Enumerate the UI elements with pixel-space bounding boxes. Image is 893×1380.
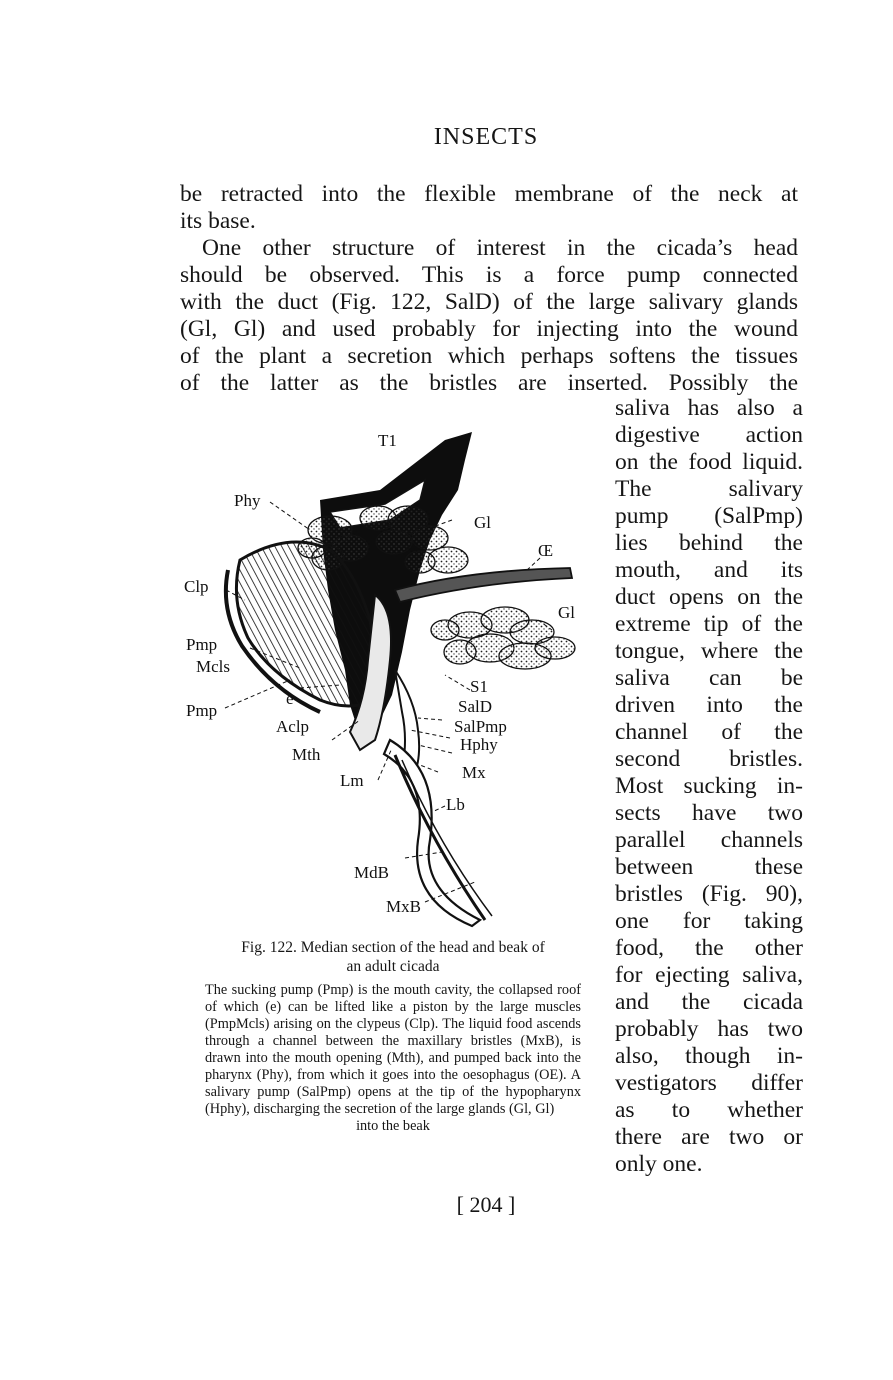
- side-line: digestive action: [615, 422, 803, 448]
- side-line: tongue, where the: [615, 638, 803, 664]
- side-line: driven into the: [615, 692, 803, 718]
- label-s1: S1: [470, 677, 488, 696]
- label-gl-right: Gl: [558, 603, 575, 622]
- side-line: channel of the: [615, 719, 803, 745]
- side-line: parallel channels: [615, 827, 803, 853]
- label-lb: Lb: [446, 795, 465, 814]
- side-line: saliva has also a: [615, 395, 803, 421]
- running-head: INSECTS: [433, 124, 539, 150]
- label-phy: Phy: [234, 491, 261, 510]
- label-hphy: Hphy: [460, 735, 498, 754]
- label-mdb: MdB: [354, 863, 389, 882]
- side-line: vestigators differ: [615, 1070, 803, 1096]
- side-line: food, the other: [615, 935, 803, 961]
- page-number: [ 204 ]: [456, 1192, 516, 1217]
- side-line: there are two or: [615, 1124, 803, 1150]
- side-line: pump (SalPmp): [615, 503, 803, 529]
- figure-caption-body: [205, 982, 581, 1135]
- paragraph-2-line-4: (Gl, Gl) and used probably for injecting into the wound: [180, 316, 798, 342]
- side-line: The salivary: [615, 476, 803, 502]
- side-line: and the cicada: [615, 989, 803, 1015]
- paragraph-2-line-3: with the duct (Fig. 122, SalD) of the large salivary glands: [180, 289, 798, 315]
- paragraph-2-line-6: of the latter as the bristles are inserted. Possibly the: [180, 370, 798, 396]
- side-line: mouth, and its: [615, 557, 803, 583]
- caption-title-line-2: an adult cicada: [346, 958, 440, 975]
- label-sald: SalD: [458, 697, 492, 716]
- paragraph-2-line-1: One other structure of interest in the cicada’s head: [202, 235, 798, 261]
- side-column: [615, 395, 803, 1178]
- figure-cicada-head-section: [180, 420, 600, 930]
- label-clp: Clp: [184, 577, 209, 596]
- side-line: bristles (Fig. 90),: [615, 881, 803, 907]
- paragraph-1-line-1: be retracted into the flexible membrane of the neck at: [180, 181, 798, 207]
- label-oe: Œ: [538, 541, 554, 560]
- side-line: as to whether: [615, 1097, 803, 1123]
- label-aclp: Aclp: [276, 717, 310, 736]
- caption-title-line-1: Fig. 122. Median section of the head and beak of: [241, 939, 545, 956]
- label-pmp-mcls-1: Pmp: [186, 635, 218, 654]
- side-line: saliva can be: [615, 665, 803, 691]
- label-lm: Lm: [340, 771, 364, 790]
- label-mxb: MxB: [386, 897, 421, 916]
- side-line: on the food liquid.: [615, 449, 803, 475]
- side-line: second bristles.: [615, 746, 803, 772]
- side-line: also, though in-: [615, 1043, 803, 1069]
- side-line: for ejecting saliva,: [615, 962, 803, 988]
- side-line: extreme tip of the: [615, 611, 803, 637]
- caption-body-last-line: into the beak: [356, 1118, 430, 1134]
- label-gl-top: Gl: [474, 513, 491, 532]
- paragraph-1-line-2: its base.: [180, 208, 256, 234]
- label-pmp-mcls-2: Mcls: [196, 657, 230, 676]
- side-line: probably has two: [615, 1016, 803, 1042]
- label-mth: Mth: [292, 745, 321, 764]
- label-pmp: Pmp: [186, 701, 218, 720]
- label-t1: T1: [378, 431, 397, 450]
- side-line: lies behind the: [615, 530, 803, 556]
- caption-body-text: The sucking pump (Pmp) is the mouth cavity, the collapsed roof of which (e) can be lifted like a piston by the large muscles (PmpMcls) arising on the clypeus (Clp). The liquid food ascends through a channel between the maxillary bristles (MxB), is drawn into the mouth opening (Mth), and pumped back into the pharynx (Phy), from which it goes into the oesophagus (OE). A salivary pump (SalPmp) opens at the tip of the hypopharynx (Hphy), discharging the secretion of the large glands (Gl, Gl): [205, 982, 581, 1117]
- label-e: e: [286, 689, 294, 708]
- paragraph-2-line-2: should be observed. This is a force pump connected: [180, 262, 798, 288]
- label-salpmp: SalPmp: [454, 717, 507, 736]
- paragraph-2-line-5: of the plant a secretion which perhaps softens the tissues: [180, 343, 798, 369]
- side-line: only one.: [615, 1151, 703, 1177]
- side-line: one for taking: [615, 908, 803, 934]
- figure-caption-title: [205, 938, 581, 976]
- side-line: sects have two: [615, 800, 803, 826]
- side-line: between these: [615, 854, 803, 880]
- salivary-glands-lower: [431, 607, 575, 669]
- side-line: duct opens on the: [615, 584, 803, 610]
- side-line: Most sucking in-: [615, 773, 803, 799]
- cicada-head-illustration: [180, 420, 600, 930]
- label-mx: Mx: [462, 763, 486, 782]
